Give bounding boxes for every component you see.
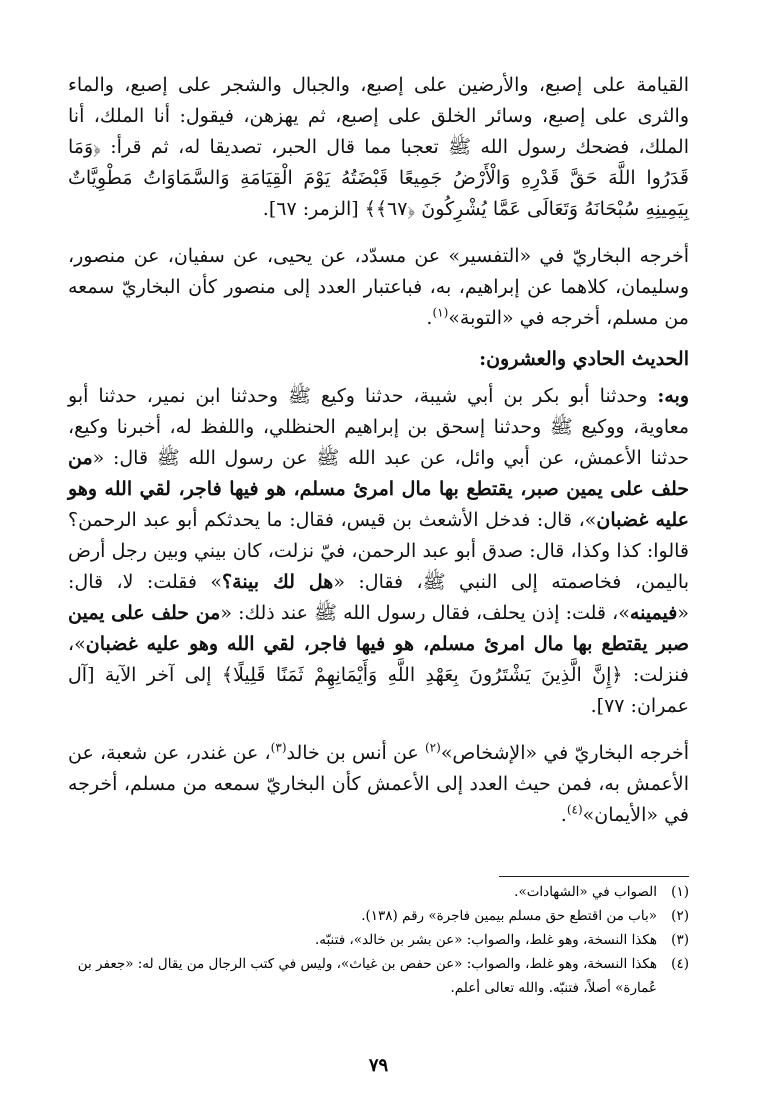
footnote-ref-2: (٢) [424, 740, 441, 755]
paragraph-takhrij-2 [68, 738, 689, 831]
takhrij2-text-a: أخرجه البخاريّ في «الإشخاص» [440, 742, 690, 764]
paragraph-takhrij-1 [68, 241, 689, 334]
period: . [426, 307, 433, 329]
footnote-number: (٤) [671, 956, 689, 972]
narration-text-2: » فقلت: لا، قال: « [68, 571, 689, 624]
footnote-3 [68, 928, 689, 952]
page-number: ٧٩ [368, 1055, 389, 1076]
footnote-text: الصواب في «الشهادات». [514, 884, 657, 900]
takhrij2-text-c: ، عن غندر، عن شعبة، عن الأعمش به، فمن حيث العدد إلى الأعمش كأن البخاريّ سمعه من مسلم، أخرجه في «الأيمان» [68, 742, 689, 826]
footnote-number: (٢) [671, 908, 689, 924]
narration-text-4: »، فنزلت: ﴿إِنَّ الَّذِينَ يَشْتَرُونَ بِعَهْدِ اللَّهِ وَأَيْمَانِهِمْ ثَمَنًا قَلِيلًا﴾ إلى آخر الآية [آل عمران: ٧٧]. [68, 633, 689, 717]
takhrij2-text-b: عن أنس بن خالد [286, 742, 425, 764]
footnote-ref-1: (١) [432, 305, 449, 320]
matn-bold-1: من حلف على يمين صبر، يقتطع بها مال امرئ مسلم، هو فيها فاجر، لقي الله وهو عليه غضبان [68, 447, 689, 531]
section-title: الحديث الحادي والعشرون: [479, 348, 689, 370]
footnote-ref-4: (٤) [566, 802, 583, 817]
footnote-number: (٣) [671, 932, 689, 948]
paragraph-hadith-continuation: القيامة على إصبع، والأرضين على إصبع، والجبال والشجر على إصبع، والماء والثرى على إصبع، وسائر الخلق على إصبع، ثم يهزهن، فيقول: أنا الملك، أنا الملك، فضحك رسول الله ﷺ تعجبا مما قال الحبر، تصديقا له، ثم قرأ: ﴿وَمَا قَدَرُوا اللَّهَ حَقَّ قَدْرِهِ وَالْأَرْضُ جَمِيعًا قَبْضَتُهُ يَوْمَ الْقِيَامَةِ وَالسَّمَاوَاتُ مَطْوِيَّاتٌ بِيَمِينِهِ سُبْحَانَهُ وَتَعَالَى عَمَّا يُشْرِكُونَ ﴿٦٧﴾﴾ [الزمر: ٦٧]. [68, 74, 689, 220]
narration-text-3: »، قلت: إذن يحلف، فقال رسول الله ﷺ عند ذلك: « [220, 602, 630, 624]
isnad-text: وحدثنا أبو بكر بن أبي شيبة، حدثنا وكيع ﷺ وحدثنا ابن نمير، حدثنا أبو معاوية، ووكيع ﷺ وحدثنا إسحق بن إبراهيم الحنظلي، واللفظ له، أخبرنا وكيع، حدثنا الأعمش، عن أبي وائل، عن عبد الله ﷺ عن رسول الله ﷺ قال: « [68, 385, 689, 469]
footnotes [68, 880, 689, 1000]
lead-word: وبه: [657, 385, 689, 407]
period: . [560, 804, 567, 826]
footnote-text: هكذا النسخة، وهو غلط، والصواب: «عن بشر بن خالد»، فتنبّه. [314, 932, 657, 948]
footnote-separator [499, 876, 689, 877]
takhrij-text: أخرجه البخاريّ في «التفسير» عن مسدّد، عن يحيى، عن سفيان، عن منصور، وسليمان، كلاهما عن إبراهيم، به، فباعتبار العدد إلى منصور كأن البخاريّ سمعه من مسلم، أخرجه في «التوبة» [68, 245, 689, 329]
matn-bold-2: هل لك بينة؟ [222, 571, 334, 593]
matn-bold-3: فيمينه [629, 602, 678, 624]
footnote-ref-3: (٣) [270, 740, 287, 755]
footnote-number: (١) [671, 884, 689, 900]
footnote-2 [68, 904, 689, 928]
footnote-4 [68, 952, 689, 1000]
paragraph-hadith-21 [68, 381, 689, 722]
footnote-text: هكذا النسخة، وهو غلط، والصواب: «عن حفص بن غياث»، وليس في كتب الرجال من يقال له: «جعفر بن عُمارة» أصلاً، فتنبّه. والله تعالى أعلم. [77, 956, 657, 996]
narration-text-1: »، قال: فدخل الأشعث بن قيس، فقال: ما يحدثكم أبو عبد الرحمن؟ قالوا: كذا وكذا، قال: صدق أبو عبد الرحمن، فيّ نزلت، كان بيني وبين رجل أرض باليمن، فخاصمته إلى النبي ﷺ، فقال: « [68, 509, 690, 593]
footnote-text: «باب من اقتطع حق مسلم بيمين فاجرة» رقم (١٣٨). [361, 908, 657, 924]
matn-bold-4: من حلف على يمين صبر يقتطع بها مال امرئ مسلم، هو فيها فاجر، لقي الله وهو عليه غضبان [68, 602, 689, 655]
footnote-1 [68, 880, 689, 904]
